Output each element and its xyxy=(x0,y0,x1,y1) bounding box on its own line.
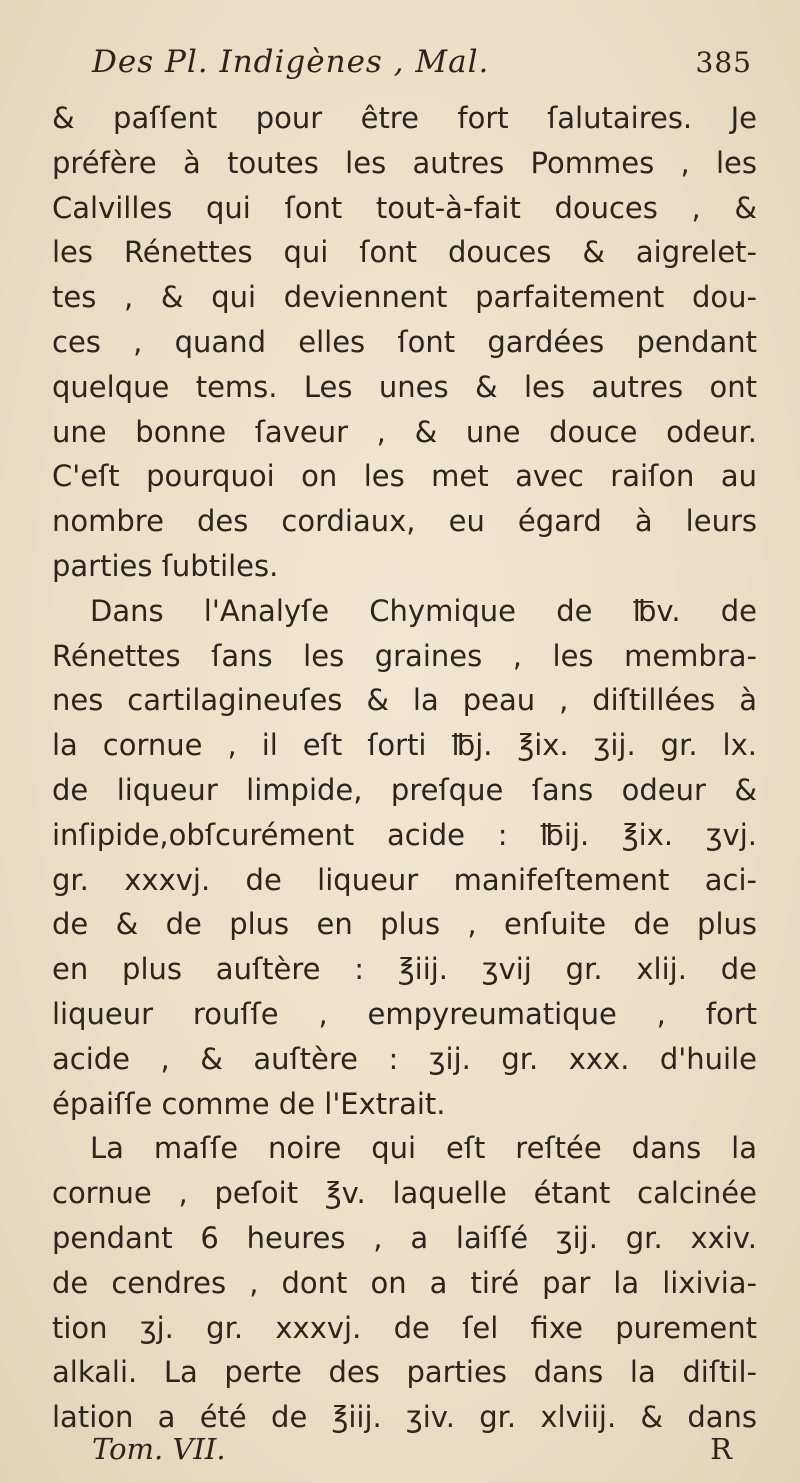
running-title: Des Pl. Indigènes , Mal. xyxy=(92,44,490,80)
text-line: de & de plus en plus , enſuite de plus xyxy=(52,907,757,942)
page-footer xyxy=(92,1432,732,1472)
text-line: inſipide,obſcurément acide : ℔ij. ℥ix. ʒvj. xyxy=(52,817,757,852)
text-line: Dans l'Analyſe Chymique de ℔v. de xyxy=(90,593,757,628)
text-line: tes , & qui deviennent parfaitement dou- xyxy=(52,280,757,315)
page-number: 385 xyxy=(695,46,752,79)
text-line: de liqueur limpide, preſque ſans odeur & xyxy=(52,772,757,807)
text-line: la cornue , il eſt ſorti ℔j. ℥ix. ʒij. gr. lx. xyxy=(52,728,757,763)
text-line: pendant 6 heures , a laiſſé ʒij. gr. xxiv. xyxy=(52,1220,757,1255)
text-line: C'eſt pourquoi on les met avec raiſon au xyxy=(52,459,757,494)
text-line: en plus auſtère : ℥iij. ʒvij gr. xlij. de xyxy=(52,952,757,987)
text-line: ces , quand elles ſont gardées pendant xyxy=(52,324,757,359)
text-line: & paſſent pour être fort ſalutaires. Je xyxy=(52,101,757,135)
text-line: épaiſſe comme de l'Extrait. xyxy=(52,1086,446,1121)
text-line: La maſſe noire qui eſt reſtée dans la xyxy=(90,1131,757,1166)
text-line: préfère à toutes les autres Pommes , les xyxy=(52,145,757,180)
signature-mark: R xyxy=(710,1432,732,1466)
text-line: Rénettes ſans les graines , les membra- xyxy=(52,638,757,673)
text-line: liqueur rouſſe , empyreumatique , fort xyxy=(52,996,757,1031)
text-line: nes cartilagineuſes & la peau , diſtillées à xyxy=(52,683,757,718)
running-head xyxy=(92,44,752,90)
text-line: tion ʒj. gr. xxxvj. de ſel fixe purement xyxy=(52,1310,757,1345)
text-line: nombre des cordiaux, eu égard à leurs xyxy=(52,504,757,539)
text-line: les Rénettes qui ſont douces & aigrelet- xyxy=(52,235,757,270)
text-line: gr. xxxvj. de liqueur manifeſtement aci- xyxy=(52,862,757,897)
text-line: cornue , peſoit ℥v. laquelle étant calcinée xyxy=(52,1176,757,1211)
text-line: alkali. La perte des parties dans la diſtil- xyxy=(52,1355,757,1390)
text-line: une bonne ſaveur , & une douce odeur. xyxy=(52,414,757,449)
text-line: acide , & auſtère : ʒij. gr. xxx. d'huile xyxy=(52,1041,757,1076)
text-line: parties ſubtiles. xyxy=(52,548,279,583)
body-text xyxy=(52,96,757,1440)
text-line: quelque tems. Les unes & les autres ont xyxy=(52,369,757,404)
text-line: lation a été de ℥iij. ʒiv. gr. xlviij. & dans xyxy=(52,1400,757,1435)
volume-label: Tom. VII. xyxy=(92,1432,226,1466)
text-line: de cendres , dont on a tiré par la lixivia- xyxy=(52,1265,757,1300)
text-line: Calvilles qui ſont tout-à-fait douces , & xyxy=(52,190,757,225)
